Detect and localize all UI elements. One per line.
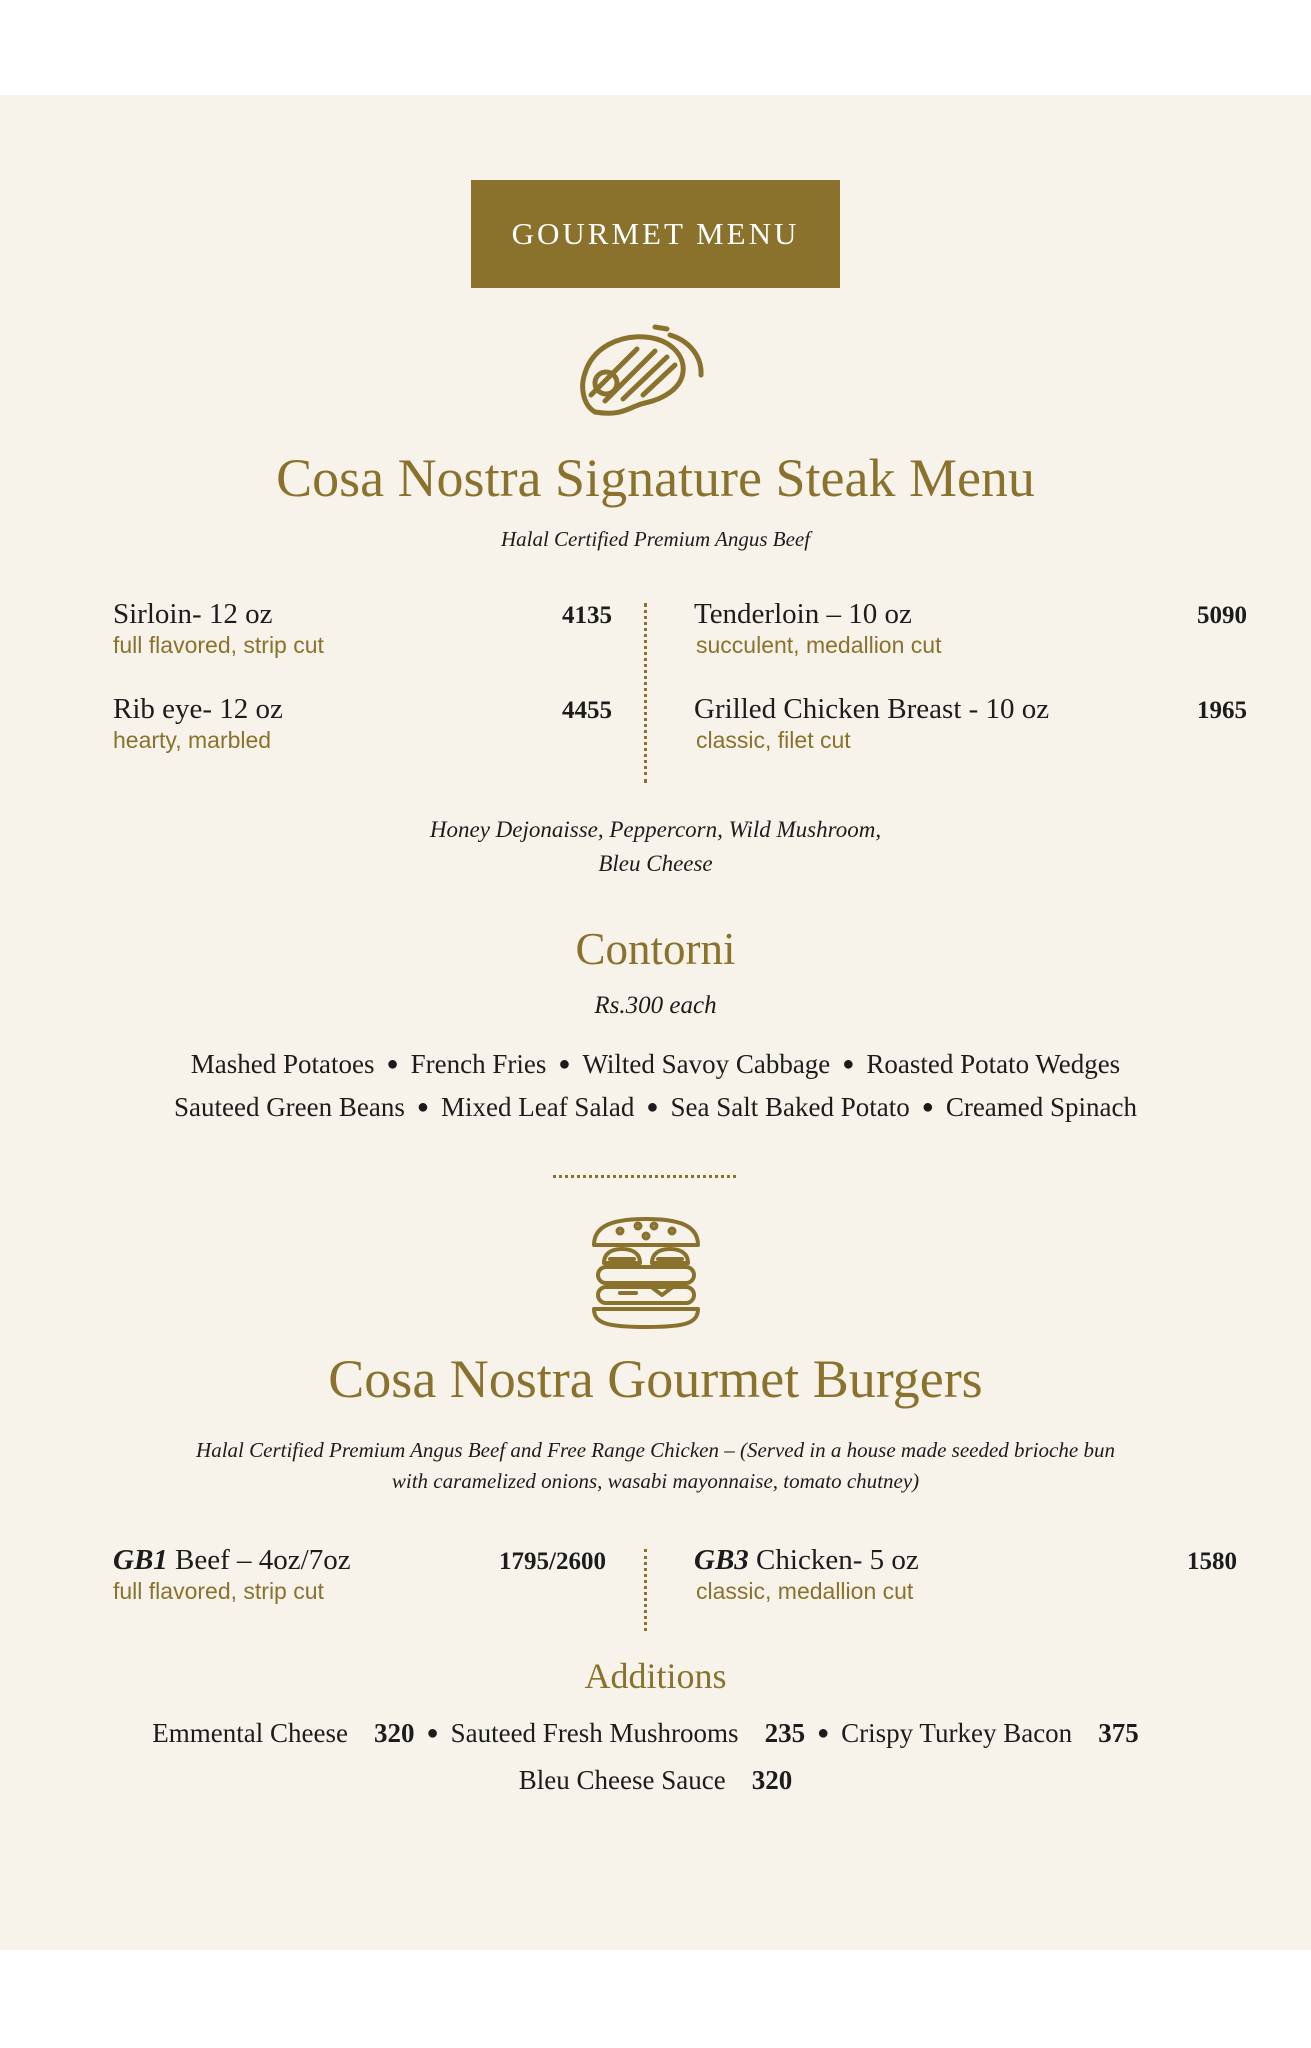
menu-item-label: Chicken- 5 oz [748, 1544, 919, 1576]
steak-section-subtitle: Halal Certified Premium Angus Beef [500, 527, 811, 551]
addition-price: 235 [764, 1718, 806, 1748]
menu-page [0, 95, 1311, 1950]
contorni-price-note: Rs.300 each [594, 992, 717, 1019]
bullet-separator: ● [416, 1096, 429, 1118]
addition-price: 375 [1098, 1718, 1139, 1748]
steak-section-title: Cosa Nostra Signature Steak Menu [276, 448, 1035, 508]
bullet-separator: ● [386, 1053, 399, 1075]
addition-name: Sauteed Fresh Mushrooms [450, 1718, 739, 1748]
side-dish: Wilted Savoy Cabbage [582, 1049, 831, 1079]
menu-item-label: Beef – 4oz/7oz [167, 1544, 351, 1576]
bullet-separator: ● [842, 1053, 855, 1075]
burgers-subtitle-line: Halal Certified Premium Angus Beef and Free Range Chicken – (Served in a house made seeded brioche bun [196, 1438, 1115, 1462]
burger-icon [590, 1215, 702, 1331]
addition-name: Bleu Cheese Sauce [518, 1765, 726, 1795]
additions-title: Additions [584, 1656, 727, 1696]
bullet-separator: ● [646, 1096, 659, 1118]
column-divider [644, 603, 647, 783]
menu-item-description: classic, filet cut [696, 727, 851, 753]
side-dish: Creamed Spinach [945, 1092, 1138, 1122]
sauce-options-line: Honey Dejonaisse, Peppercorn, Wild Mushroom, [429, 817, 882, 842]
bullet-separator: ● [558, 1053, 571, 1075]
menu-banner: GOURMET MENU [471, 180, 840, 288]
addition-name: Crispy Turkey Bacon [841, 1718, 1073, 1748]
bullet-separator: ● [426, 1722, 439, 1744]
menu-item-description: full flavored, strip cut [113, 1578, 324, 1604]
menu-item-name: Rib eye- 12 oz [113, 693, 283, 725]
addition-price: 320 [373, 1718, 415, 1748]
menu-item-code: GB3 [694, 1544, 749, 1576]
steak-icon [575, 317, 715, 427]
sauce-options-line: Bleu Cheese [598, 851, 713, 876]
menu-item-description: full flavored, strip cut [113, 632, 324, 658]
column-divider [644, 1549, 647, 1631]
side-dishes-row [0, 1092, 1311, 1123]
burgers-subtitle-line: with caramelized onions, wasabi mayonnaise, tomato chutney) [391, 1469, 920, 1493]
side-dish: Mixed Leaf Salad [440, 1092, 635, 1122]
menu-item-description: classic, medallion cut [696, 1578, 914, 1604]
menu-item-code: GB1 [113, 1544, 168, 1576]
menu-item-price: 4135 [562, 602, 612, 629]
addition-price: 320 [751, 1765, 793, 1795]
menu-item-name: Tenderloin – 10 oz [694, 598, 912, 630]
menu-item-price: 5090 [1197, 602, 1247, 629]
bullet-separator: ● [817, 1722, 830, 1744]
side-dish: Sauteed Green Beans [173, 1092, 405, 1122]
side-dish: Sea Salt Baked Potato [670, 1092, 910, 1122]
menu-item-description: succulent, medallion cut [696, 632, 942, 658]
additions-row [0, 1765, 1311, 1796]
menu-item-price: 4455 [562, 697, 612, 724]
menu-item-description: hearty, marbled [113, 727, 272, 753]
side-dishes-row [0, 1049, 1311, 1080]
menu-item-price: 1795/2600 [499, 1548, 606, 1575]
side-dish: Mashed Potatoes [190, 1049, 375, 1079]
menu-item-price: 1580 [1187, 1548, 1237, 1575]
burgers-section-subtitle [0, 1435, 1311, 1497]
menu-item-name [694, 1544, 919, 1577]
sauce-options [0, 813, 1311, 881]
menu-item-name: Sirloin- 12 oz [113, 598, 273, 630]
side-dish: French Fries [410, 1049, 547, 1079]
side-dish: Roasted Potato Wedges [866, 1049, 1121, 1079]
additions-row [0, 1718, 1301, 1749]
bullet-separator: ● [921, 1096, 934, 1118]
addition-name: Emmental Cheese [152, 1718, 348, 1748]
menu-item-price: 1965 [1197, 697, 1247, 724]
menu-item-name [113, 1544, 351, 1577]
burgers-section-title: Cosa Nostra Gourmet Burgers [328, 1349, 983, 1409]
menu-item-name: Grilled Chicken Breast - 10 oz [694, 693, 1050, 725]
section-divider [553, 1175, 736, 1178]
contorni-title: Contorni [575, 924, 736, 974]
